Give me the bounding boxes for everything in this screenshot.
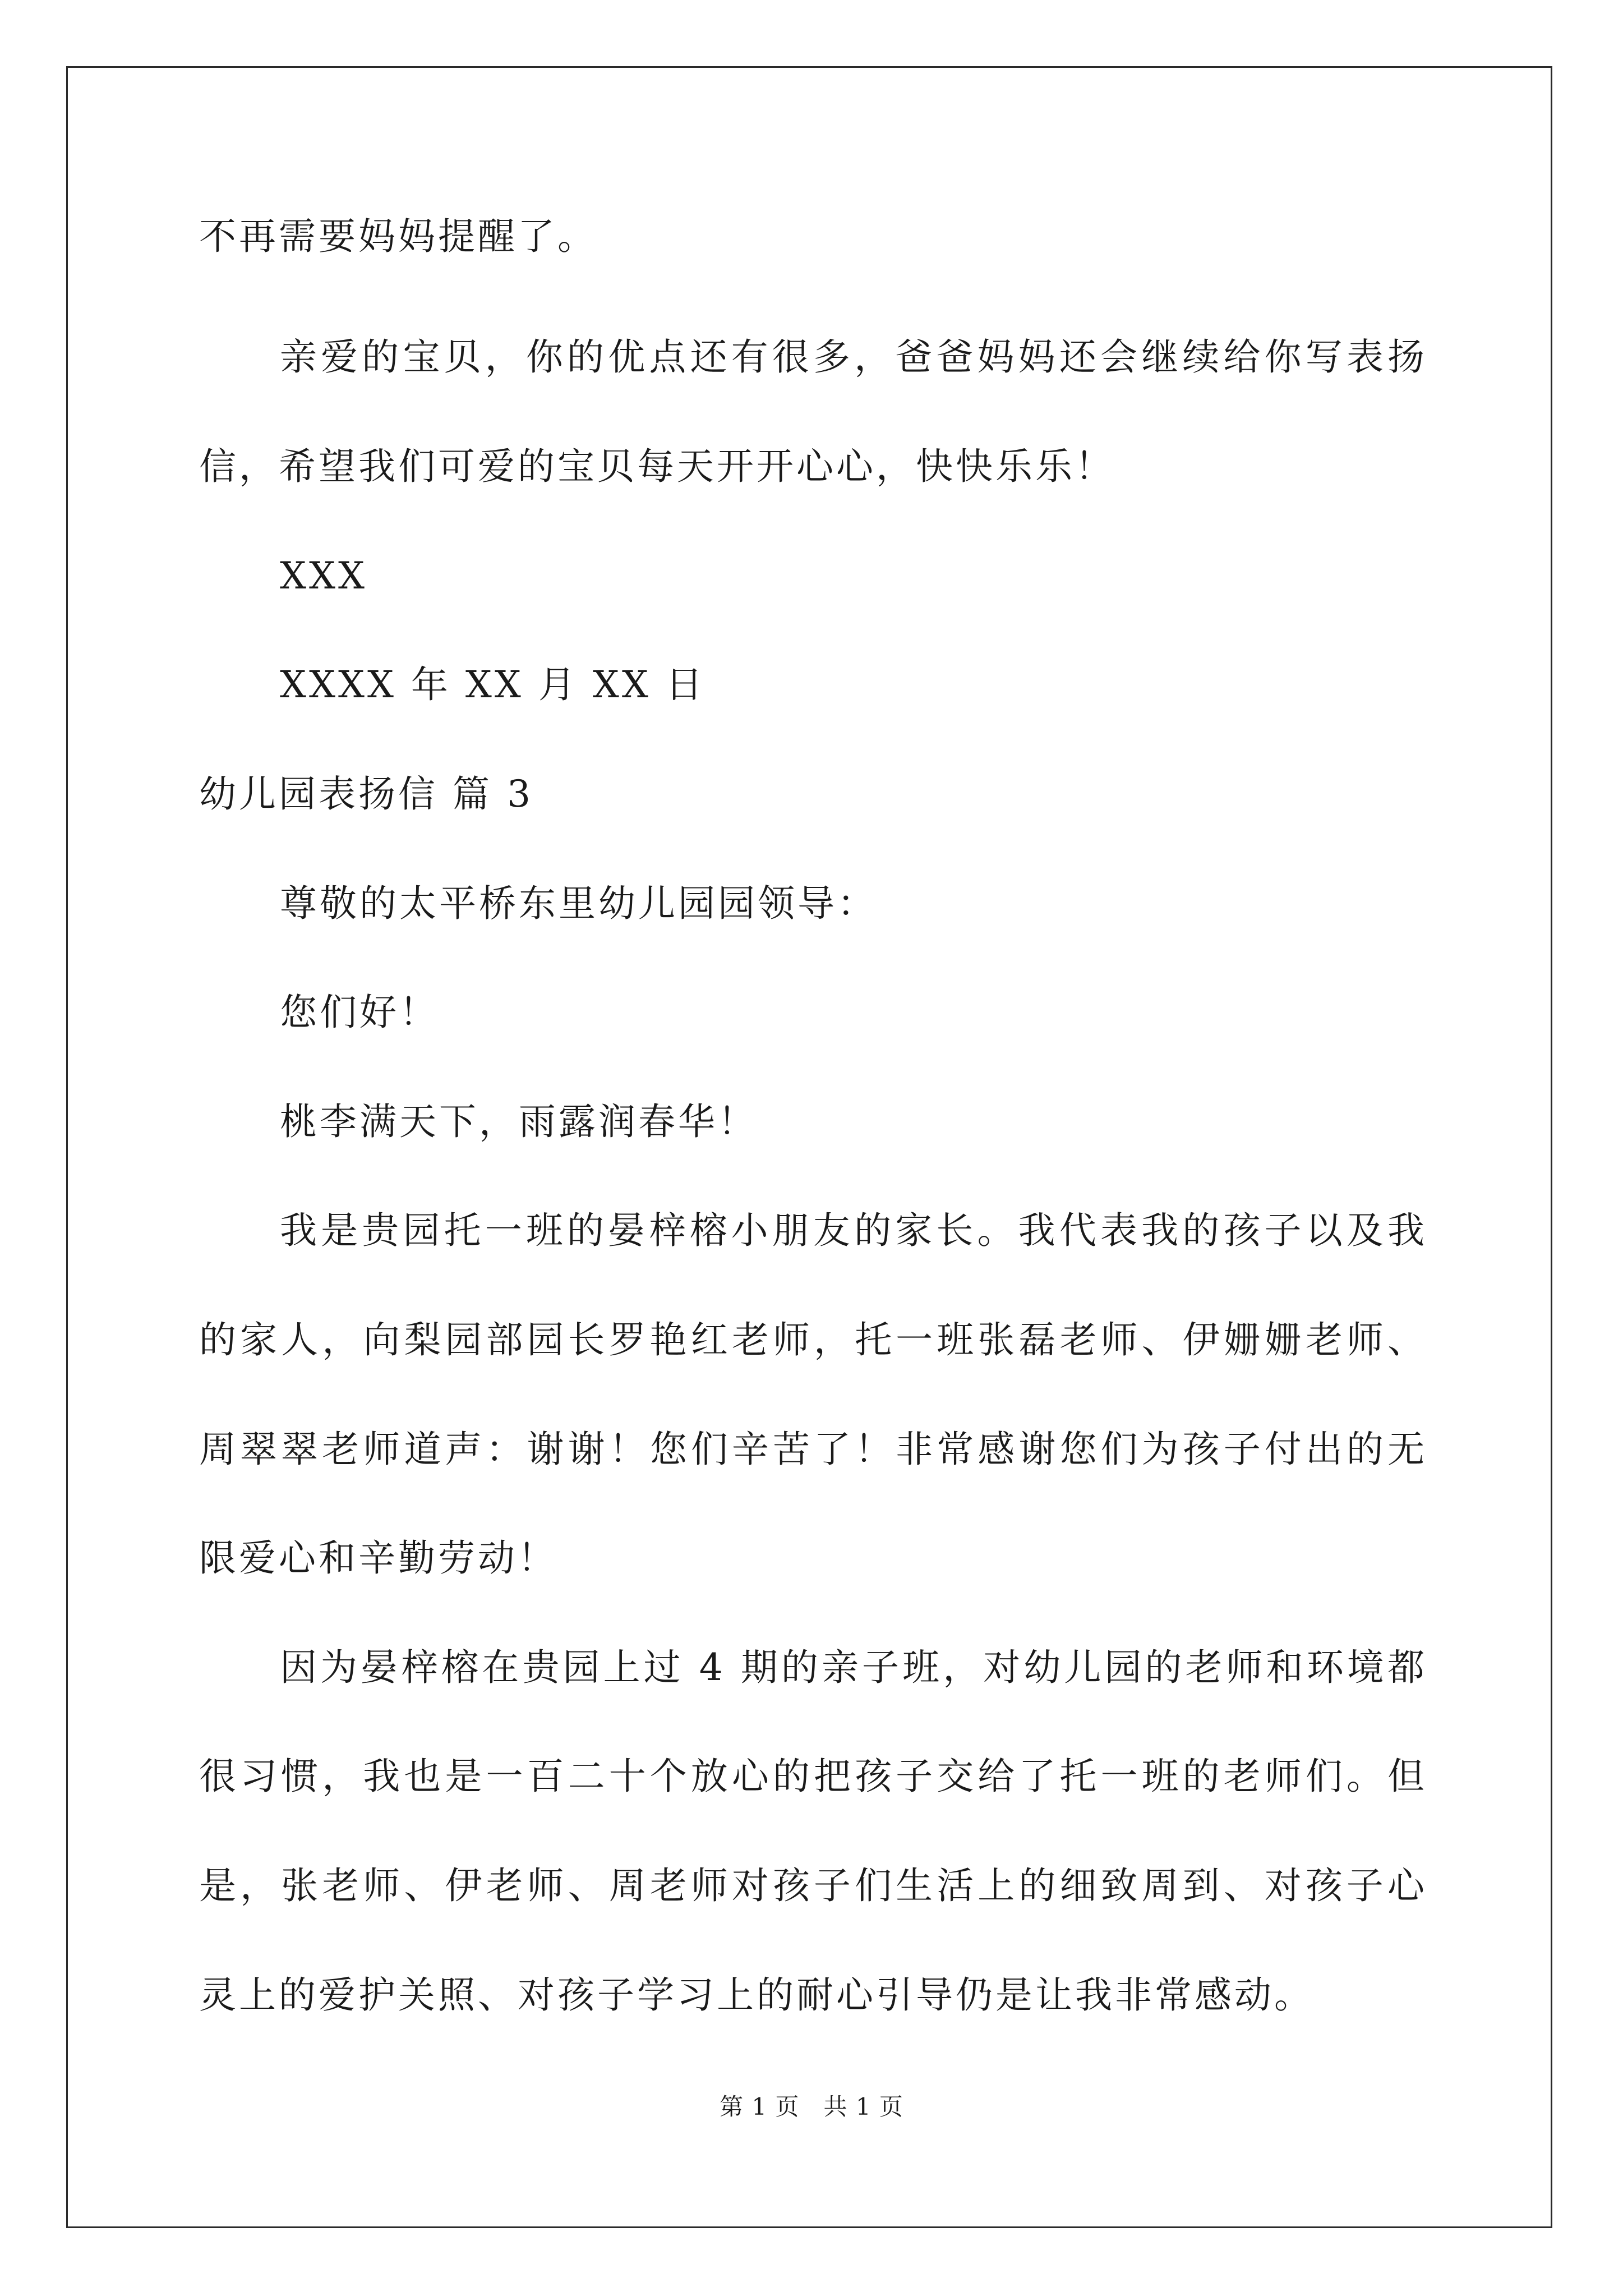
text-line: 桃李满天下，雨露润春华！ — [280, 1100, 758, 1143]
greeting: 您们好！ — [280, 991, 439, 1034]
text-line: 因为晏梓榕在贵园上过 4 期的亲子班，对幼儿园的老师和环境都 — [280, 1646, 1427, 1689]
page-number: 第 1 页 共 1 页 — [720, 2093, 903, 2120]
text-line: 的家人，向梨园部园长罗艳红老师，托一班张磊老师、伊姗姗老师、 — [199, 1318, 1427, 1361]
text-line: 灵上的爱护关照、对孩子学习上的耐心引导仍是让我非常感动。 — [199, 1973, 1314, 2017]
text-line: 亲爱的宝贝，你的优点还有很多，爸爸妈妈还会继续给你写表扬 — [280, 335, 1427, 379]
text-line: 限爱心和辛勤劳动！ — [199, 1536, 557, 1580]
section-heading: 幼儿园表扬信 篇 3 — [199, 772, 533, 816]
signature-name: XXX — [280, 554, 367, 597]
text-line: 我是贵园托一班的晏梓榕小朋友的家长。我代表我的孩子以及我 — [280, 1209, 1427, 1252]
text-line: 是，张老师、伊老师、周老师对孩子们生活上的细致周到、对孩子心 — [199, 1864, 1427, 1907]
text-line: 信，希望我们可爱的宝贝每天开开心心，快快乐乐！ — [199, 445, 1115, 488]
salutation: 尊敬的太平桥东里幼儿园园领导： — [280, 882, 877, 925]
text-line: 很习惯，我也是一百二十个放心的把孩子交给了托一班的老师们。但 — [199, 1755, 1427, 1798]
text-line: 不再需要妈妈提醒了。 — [199, 215, 597, 258]
signature-date: XXXX 年 XX 月 XX 日 — [280, 663, 706, 706]
text-line: 周翠翠老师道声：谢谢！您们辛苦了！非常感谢您们为孩子付出的无 — [199, 1428, 1427, 1471]
